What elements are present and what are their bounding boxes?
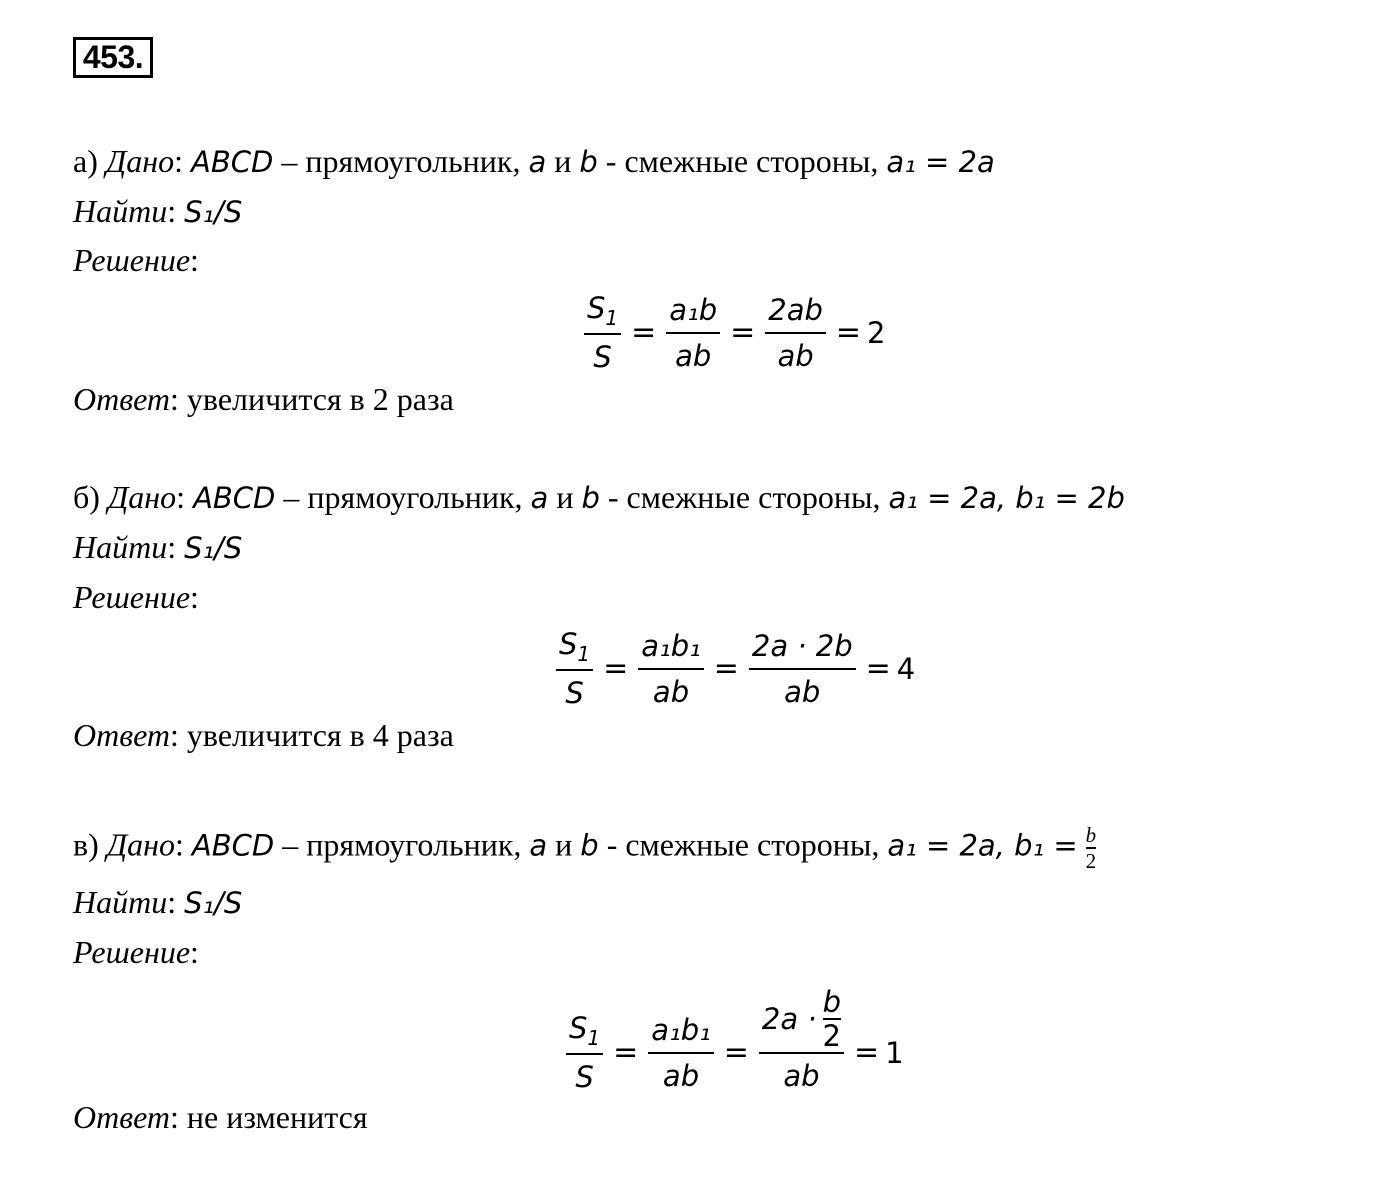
find-label: Найти: [73, 529, 168, 565]
given-label: Дано: [106, 826, 175, 863]
numerator-2: a₁b₁: [641, 628, 701, 663]
answer-label: Ответ: [73, 717, 170, 753]
numerator-3: 2ab: [768, 292, 823, 327]
denominator: ab: [777, 338, 814, 373]
numerator-3: 2a ·: [761, 1001, 817, 1036]
nested-numerator: b: [822, 984, 841, 1019]
numerator-2: a₁b₁: [651, 1012, 711, 1047]
fraction-2: [638, 624, 703, 714]
adjacent-text: - смежные стороны,: [607, 479, 881, 515]
fraction-s1-over-s: $\frac{S_1}{S}$: [584, 286, 621, 379]
rectangle-text: – прямоугольник,: [283, 479, 523, 515]
equation-c: $\frac{S_1}{S}$ = $\frac{\text{a₁b₁}}{ab}$ = 2a · b 2 ab = 1: [562, 984, 904, 1099]
find-label: Найти: [73, 193, 168, 229]
answer-text: увеличится в 2 раза: [186, 381, 454, 417]
and-text: и: [555, 826, 573, 863]
solution-line-b: Решение:: [73, 579, 199, 615]
denominator: ab: [652, 674, 690, 709]
find-ratio: S₁/S: [184, 886, 243, 920]
fraction-3: [749, 624, 856, 714]
numerator-2: a₁b: [669, 292, 718, 327]
find-line-a: Найти: S₁/S: [73, 193, 243, 229]
answer-line-a: Ответ: увеличится в 2 раза: [73, 381, 454, 417]
solution-line-c: Решение:: [73, 934, 199, 970]
given-condition: a₁ = 2a, b₁ =: [887, 828, 1078, 863]
problem-number: 453.: [73, 37, 153, 78]
given-label: Дано: [105, 143, 175, 179]
fraction-2: [648, 1008, 713, 1098]
answer-text: увеличится в 4 раза: [186, 717, 454, 753]
denominator: ab: [783, 1058, 820, 1093]
find-label: Найти: [73, 884, 168, 920]
find-ratio: S₁/S: [184, 195, 243, 229]
answer-line-b: Ответ: увеличится в 4 раза: [73, 717, 454, 753]
equation-b: $\frac{S_1}{S}$ = $\frac{\text{a₁b₁}}{ab}$ = $\frac{2a \cdot 2b}{ab}$ = 4: [552, 622, 915, 715]
given-condition: a₁ = 2a: [886, 145, 995, 179]
solution-label: Решение: [73, 579, 191, 615]
answer-line-c: Ответ: не изменится: [73, 1099, 368, 1135]
fraction-3: [765, 288, 826, 378]
result: 1: [885, 1035, 904, 1070]
fraction-s1-over-s: $\frac{S_1}{S}$: [566, 1006, 603, 1099]
fraction-3: [759, 986, 844, 1098]
adjacent-text: - смежные стороны,: [605, 143, 879, 179]
equation-a: $\frac{S_1}{S}$ = $\frac{\text{a₁b}}{ab}$ = $\frac{2ab}{ab}$ = 2: [580, 286, 885, 379]
figure-name: ABCD: [191, 828, 275, 863]
figure-name: ABCD: [190, 145, 274, 179]
numerator-3: 2a · 2b: [751, 628, 853, 663]
fraction-denominator: 2: [1085, 849, 1097, 873]
adjacent-text: - смежные стороны,: [606, 826, 880, 863]
result: 2: [867, 315, 886, 350]
given-line-c: в) Дано: ABCD – прямоугольник, a и b - смежные стороны, a₁ = 2a, b₁ = $\frac{b}{2}$: [73, 823, 1097, 873]
figure-name: ABCD: [193, 481, 276, 515]
answer-label: Ответ: [73, 381, 170, 417]
find-line-c: Найти: S₁/S: [73, 884, 243, 920]
denominator: ab: [662, 1058, 700, 1093]
part-marker: в): [73, 826, 99, 863]
part-marker: б): [73, 479, 100, 515]
rectangle-text: – прямоугольник,: [281, 143, 521, 179]
fraction-2: [666, 288, 720, 378]
find-line-b: Найти: S₁/S: [73, 529, 243, 565]
solution-label: Решение: [73, 934, 191, 970]
given-line-b: б) Дано: ABCD – прямоугольник, a и b - смежные стороны, a₁ = 2a, b₁ = 2b: [73, 479, 1125, 515]
answer-label: Ответ: [73, 1099, 170, 1135]
fraction-numerator: b: [1085, 823, 1097, 847]
answer-text: не изменится: [186, 1099, 368, 1135]
solution-line-a: Решение:: [73, 242, 199, 278]
part-marker: а): [73, 143, 98, 179]
nested-denominator: 2: [822, 1018, 841, 1053]
given-condition: a₁ = 2a, b₁ = 2b: [888, 481, 1125, 515]
denominator: ab: [784, 674, 821, 709]
rectangle-text: – прямоугольник,: [282, 826, 522, 863]
nested-fraction: [823, 986, 841, 1052]
solution-label: Решение: [73, 242, 191, 278]
result: 4: [896, 651, 916, 686]
and-text: и: [556, 479, 574, 515]
given-label: Дано: [107, 479, 177, 515]
fraction-s1-over-s: $\frac{S_1}{S}$: [556, 622, 593, 715]
denominator: ab: [675, 338, 712, 373]
given-line-a: а) Дано: ABCD – прямоугольник, a и b - смежные стороны, a₁ = 2a: [73, 143, 995, 179]
and-text: и: [554, 143, 572, 179]
find-ratio: S₁/S: [184, 531, 243, 565]
given-fraction: [1086, 823, 1097, 873]
